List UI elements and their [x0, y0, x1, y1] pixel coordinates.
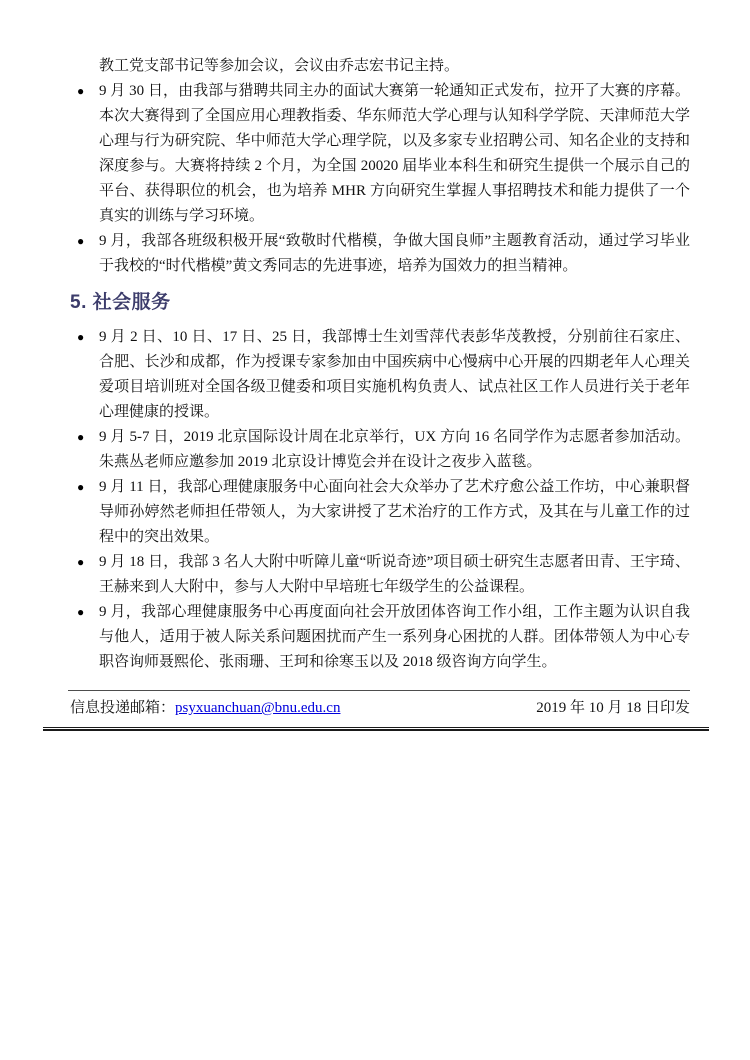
list-item — [70, 325, 690, 425]
bullet-text: 9 月，我部心理健康服务中心再度面向社会开放团体咨询工作小组，工作主题为认识自我与他人，适用于被人际关系问题困扰而产生一系列身心困扰的人群。团体带领人为中心专职咨询师聂熙伦、张雨珊、王珂和徐寒玉以及 2018 级咨询方向学生。 — [99, 604, 690, 670]
list-item — [70, 600, 690, 675]
bullet-icon: ● — [77, 480, 85, 494]
bullet-icon: ● — [77, 84, 85, 98]
email-link[interactable]: psyxuanchuan@bnu.edu.cn — [175, 700, 341, 716]
bullet-icon: ● — [77, 605, 85, 619]
list-item — [70, 79, 690, 229]
list-item — [70, 550, 690, 600]
list-item — [70, 425, 690, 475]
bullet-text: 9 月 30 日，由我部与猎聘共同主办的面试大赛第一轮通知正式发布，拉开了大赛的序幕。本次大赛得到了全国应用心理教指委、华东师范大学心理与认知科学学院、天津师范大学心理与行为研究院、华中师范大学心理学院，以及多家专业招聘公司、知名企业的支持和深度参与。大赛将持续 2 个月，为全国 20020 届毕业本科生和研究生提供一个展示自己的平台、获得职位的机会，也为培养 MHR 方向研究生掌握人事招聘技术和能力提供了一个真实的训练与学习环境。 — [99, 83, 690, 224]
paragraph-continuation: 教工党支部书记等参加会议，会议由乔志宏书记主持。 — [99, 58, 460, 74]
footer-bottom-rule — [43, 727, 709, 731]
bullet-text: 9 月 2 日、10 日、17 日、25 日，我部博士生刘雪萍代表彭华茂教授，分别前往石家庄、合肥、长沙和成都，作为授课专家参加由中国疾病中心慢病中心开展的四期老年人心理关爱项目培训班对全国各级卫健委和项目实施机构负责人、试点社区工作人员进行关于老年心理健康的授课。 — [99, 329, 690, 420]
footer-row — [70, 691, 690, 727]
list-item — [70, 229, 690, 279]
footer-email-label: 信息投递邮箱： — [70, 700, 176, 716]
bullet-text: 9 月 18 日，我部 3 名人大附中听障儿童“听说奇迹”项目硕士研究生志愿者田青、王宇琦、王赫来到人大附中，参与人大附中早培班七年级学生的公益课程。 — [99, 554, 690, 595]
bullet-icon: ● — [77, 234, 85, 248]
section-heading-social-service: 5. 社会服务 — [70, 292, 171, 313]
bullet-text: 9 月，我部各班级积极开展“致敬时代楷模，争做大国良师”主题教育活动，通过学习毕业于我校的“时代楷模”黄文秀同志的先进事迹，培养为国效力的担当精神。 — [99, 233, 690, 274]
footer — [70, 690, 690, 731]
bullet-text: 9 月 11 日，我部心理健康服务中心面向社会大众举办了艺术疗愈公益工作坊，中心兼职督导师孙婷然老师担任带领人，为大家讲授了艺术治疗的工作方式，及其在与儿童工作的过程中的突出效果。 — [99, 479, 690, 545]
footer-print-date: 2019 年 10 月 18 日印发 — [536, 700, 690, 716]
footer-contact — [70, 696, 340, 721]
bullet-icon: ● — [77, 555, 85, 569]
bullet-icon: ● — [77, 330, 85, 344]
bullet-text: 9 月 5-7 日，2019 北京国际设计周在北京举行，UX 方向 16 名同学作为志愿者参加活动。朱燕丛老师应邀参加 2019 北京设计博览会并在设计之夜步入蓝毯。 — [99, 429, 690, 470]
list-item — [70, 475, 690, 550]
bullet-icon: ● — [77, 430, 85, 444]
